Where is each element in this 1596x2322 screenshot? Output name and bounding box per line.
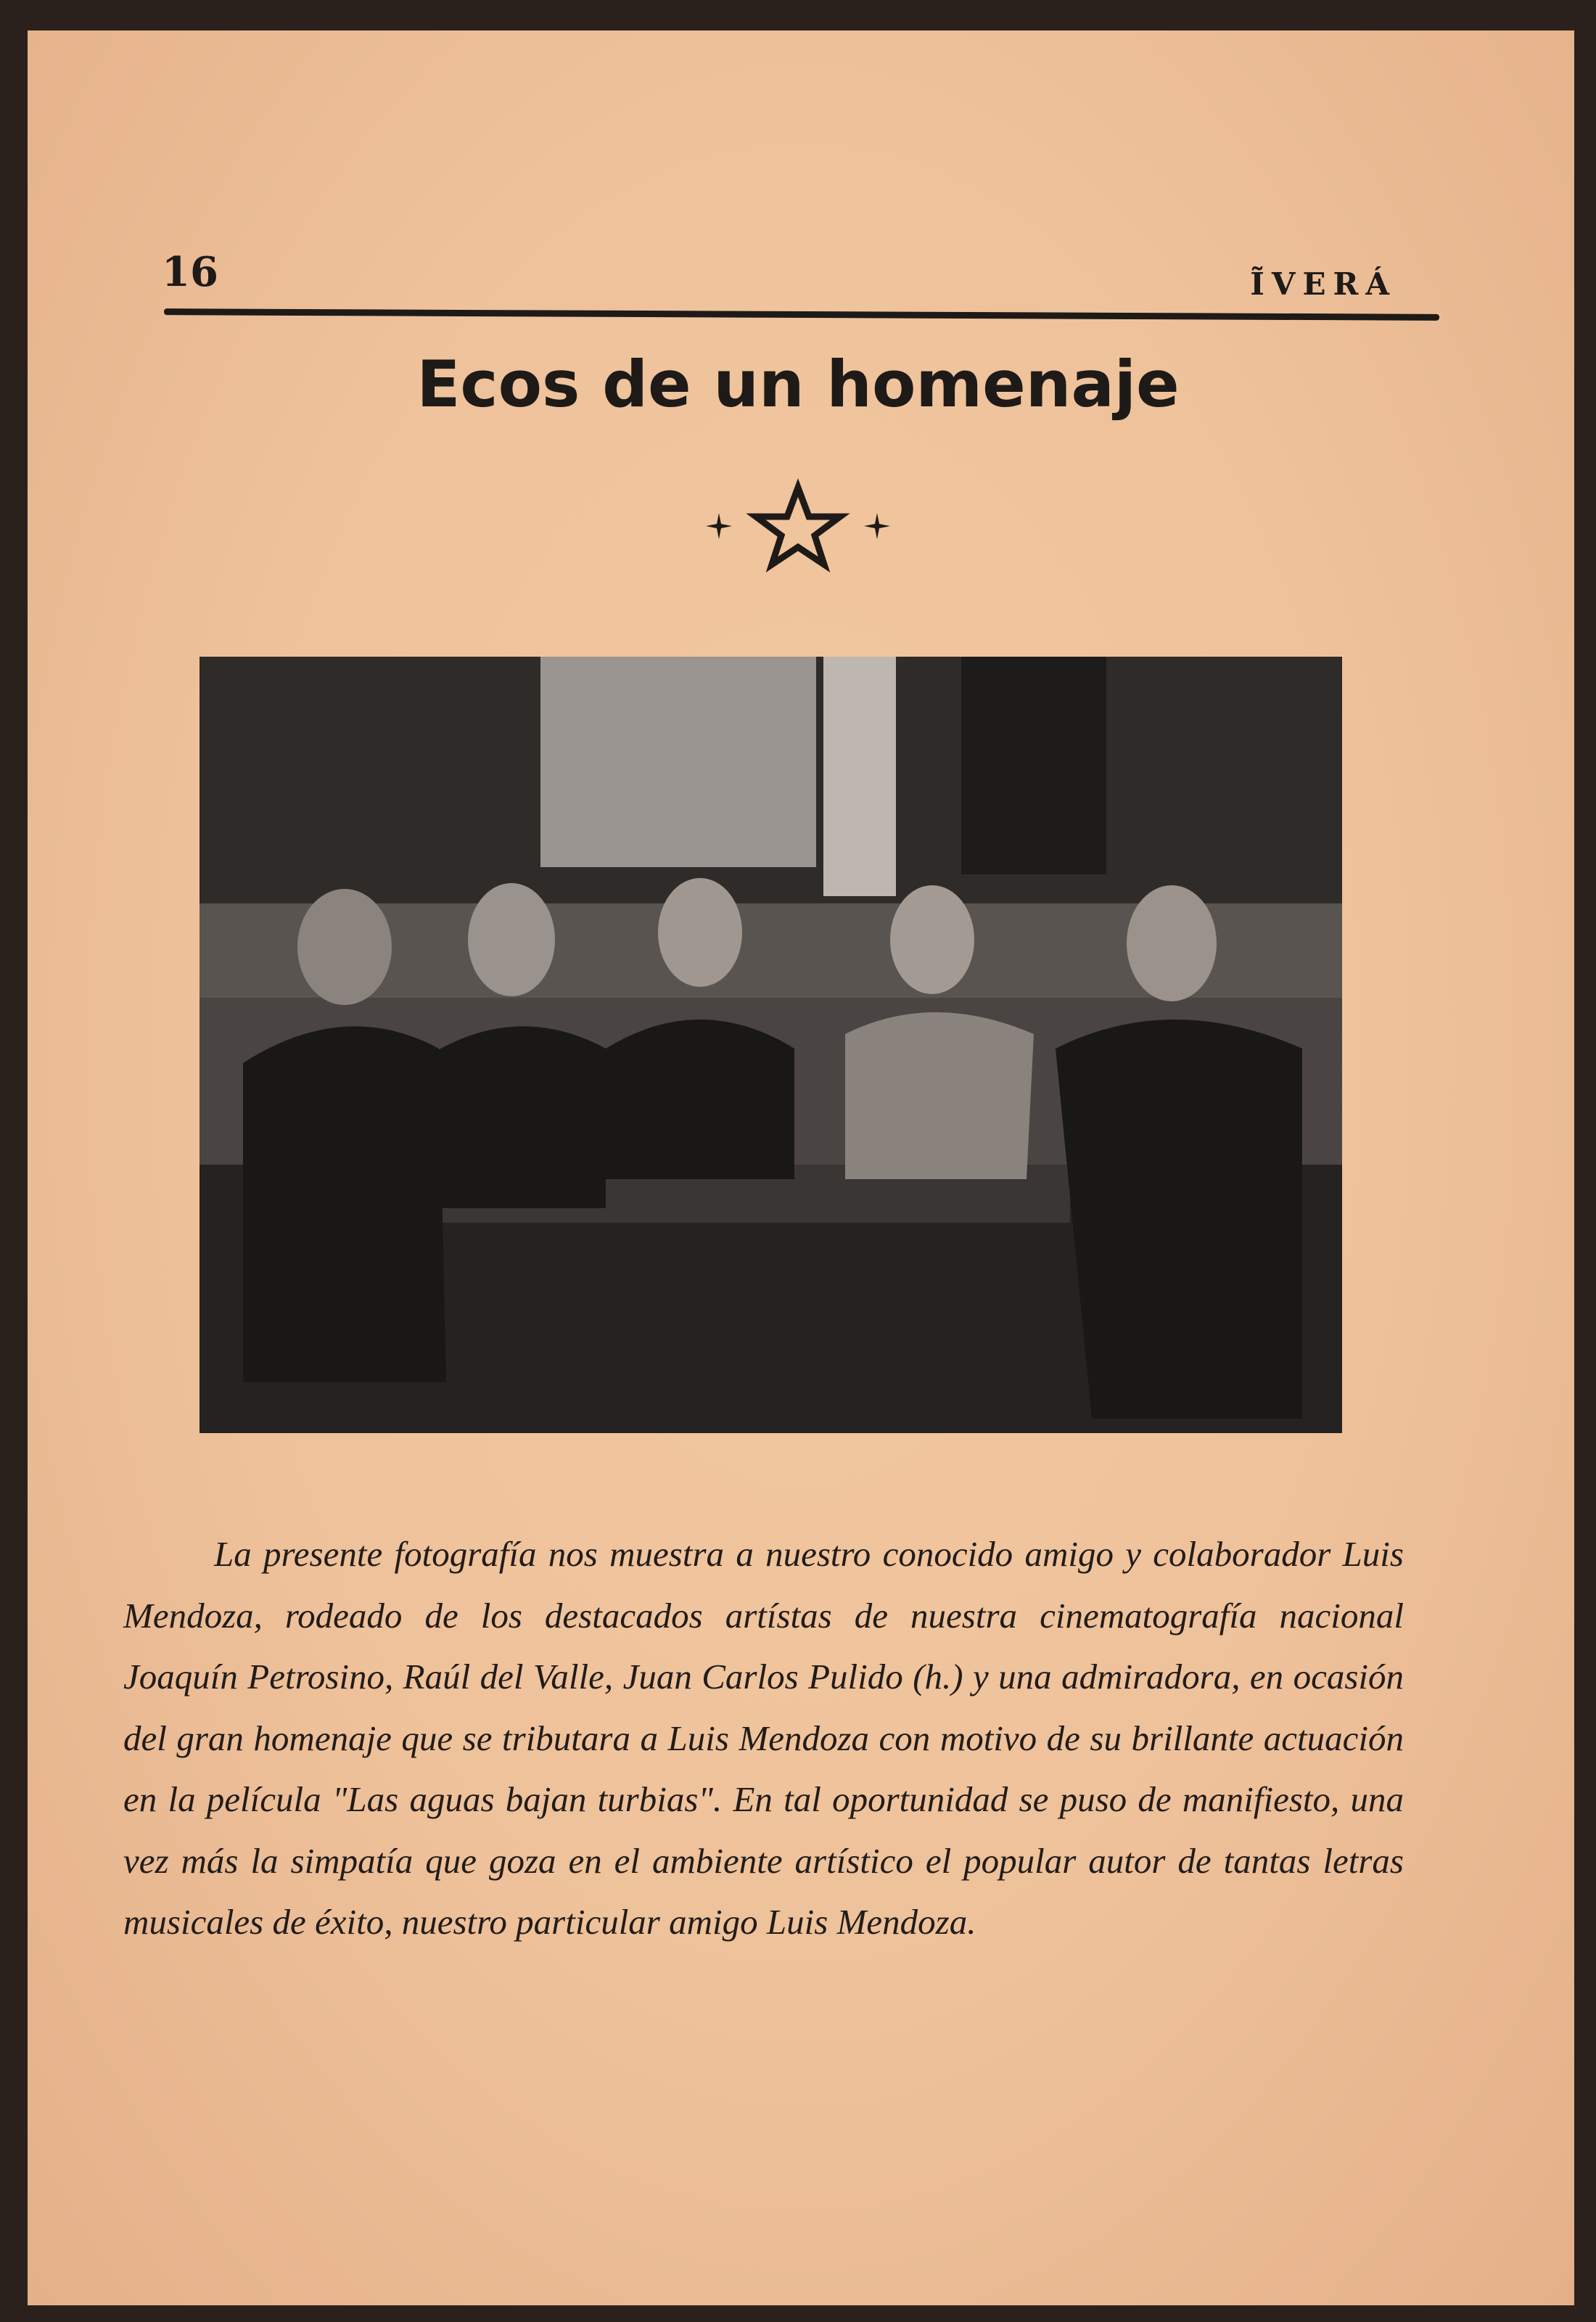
caption-paragraph: La presente fotografía nos muestra a nuestro conocido amigo y colaborador Luis Mendoza, rodeado de los destacados artístas de nuestra cinematografía nacional Joaquín Petrosino, Raúl del Valle, Juan Carlos Pulido (h.) y una admiradora, en ocasión del gran homenaje que se tributara a Luis Mendoza con motivo de su brillante actuación en la película "Las aguas bajan turbias". En tal oportunidad se puso de manifiesto, una vez más la simpatía que goza en el ambiente artístico el popular autor de tantas letras musicales de éxito, nuestro particular amigo Luis Mendoza. (123, 1534, 1404, 1942)
article-title: Ecos de un homenaje (416, 347, 1180, 422)
star-ornament-icon (0, 472, 1596, 584)
page-number: 16 (162, 248, 218, 296)
running-header-publication: ĨVERÁ (1250, 266, 1396, 302)
photo-caption (123, 1524, 1404, 1953)
article-photo (200, 657, 1342, 1433)
header-rule (164, 308, 1439, 321)
